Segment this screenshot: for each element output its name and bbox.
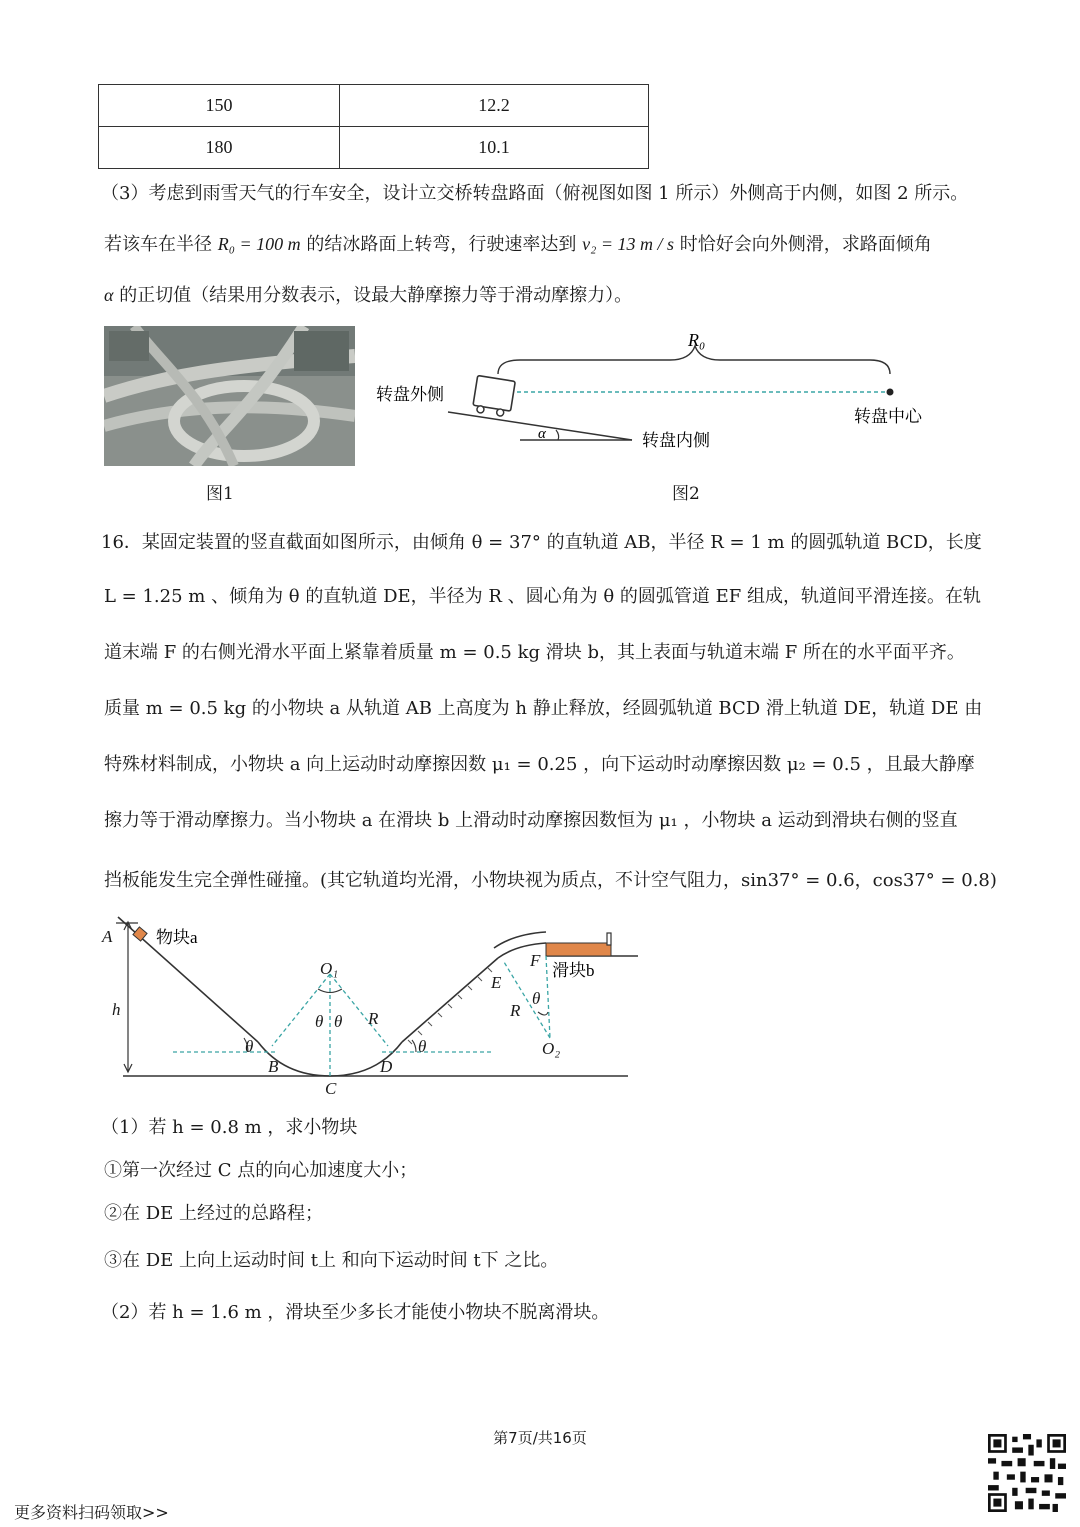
q16-line7: 挡板能发生完全弹性碰撞。(其它轨道均光滑，小物块视为质点，不计空气阻力，sin37° = 0.6，cos37° = 0.8) — [104, 870, 997, 891]
label-theta-right: θ — [334, 1012, 343, 1031]
q16-line4: 质量 m = 0.5 kg 的小物块 a 从轨道 AB 上高度为 h 静止释放，经圆弧轨道 BCD 滑上轨道 DE，轨道 DE 由 — [104, 698, 983, 719]
overpass-illustration — [104, 326, 355, 466]
pipe-ef-outer — [494, 932, 546, 948]
qr-code-icon[interactable] — [988, 1434, 1066, 1512]
text: 若该车在半径 — [104, 234, 212, 255]
label-B: B — [268, 1057, 279, 1076]
fig2-brace — [498, 346, 890, 374]
fig1-caption: 图1 — [206, 484, 234, 504]
fig2-inner-label: 转盘内侧 — [642, 431, 710, 450]
text: 时恰好会向外侧滑，求路面倾角 — [679, 234, 932, 255]
fig2-center-dot — [887, 389, 894, 396]
table-cell: 180 — [99, 127, 340, 169]
q16-line5: 特殊材料制成，小物块 a 向上运动时动摩擦因数 μ₁ = 0.25 ，向下运动时动摩擦因数 μ₂ = 0.5 ，且最大静摩 — [104, 754, 975, 775]
q16-sub1-1: ①第一次经过 C 点的向心加速度大小； — [104, 1160, 418, 1181]
q16-sub1-3: ③在 DE 上向上运动时间 t上 和向下运动时间 t下 之比。 — [104, 1250, 559, 1271]
q15-part3-line2 — [104, 231, 932, 258]
table-cell: 10.1 — [340, 127, 649, 169]
label-theta-left: θ — [315, 1012, 324, 1031]
block-b-baffle — [607, 933, 611, 945]
overpass-photo — [104, 326, 355, 466]
label-R-right: R — [510, 1001, 521, 1020]
label-theta-d: θ — [418, 1037, 427, 1056]
formula-alpha: α — [104, 285, 114, 305]
table-cell: 12.2 — [340, 85, 649, 127]
label-h: h — [112, 1000, 121, 1019]
text: 的正切值（结果用分数表示，设最大静摩擦力等于滑动摩擦力）。 — [119, 285, 633, 306]
fig2-r0-label: R₀ — [688, 330, 706, 350]
fig2-outer-label: 转盘外侧 — [376, 385, 444, 404]
q16-line2: L = 1.25 m 、倾角为 θ 的直轨道 DE，半径为 R 、圆心角为 θ 的圆弧管道 EF 组成，轨道间平滑连接。在轨 — [104, 586, 981, 607]
table-row — [99, 127, 649, 169]
fig2-diagram — [370, 322, 950, 472]
fig2-center-label: 转盘中心 — [854, 407, 922, 426]
table-row — [99, 85, 649, 127]
page-number: 第7页/共16页 — [493, 1429, 587, 1447]
formula-v2: v₂ = 13 m / s — [582, 234, 675, 254]
fig2-angle-arc — [556, 430, 559, 440]
label-A: A — [102, 927, 113, 946]
text: 的结冰路面上转弯，行驶速率达到 — [306, 234, 577, 255]
theta-arc-d — [412, 1040, 416, 1052]
q15-part3-line3 — [104, 282, 632, 309]
label-F: F — [530, 951, 541, 970]
label-O2: O₂ — [542, 1039, 561, 1058]
block-b — [546, 943, 611, 956]
fig2-caption: 图2 — [672, 484, 700, 504]
label-block-a: 物块a — [156, 928, 198, 947]
q16-line6: 擦力等于滑动摩擦力。当小物块 a 在滑块 b 上滑动时动摩擦因数恒为 μ₁ ，小物块 a 运动到滑块右侧的竖直 — [104, 810, 958, 831]
fig2-car — [472, 376, 515, 418]
track-de — [402, 958, 498, 1042]
q16-sub2: （2）若 h = 1.6 m ，滑块至少多长才能使小物块不脱离滑块。 — [101, 1302, 610, 1323]
more-resources-link[interactable]: 更多资料扫码领取>> — [14, 1503, 169, 1522]
label-C: C — [325, 1079, 337, 1098]
q16-line3: 道末端 F 的右侧光滑水平面上紧靠着质量 m = 0.5 kg 滑块 b，其上表面与轨道末端 F 所在的水平面平齐。 — [104, 642, 965, 663]
q16-track-diagram — [98, 912, 648, 1102]
label-block-b: 滑块b — [552, 961, 595, 980]
block-a — [133, 927, 147, 941]
label-theta-o2: θ — [532, 989, 541, 1008]
label-O1: O₁ — [320, 959, 339, 978]
label-theta-b: θ — [245, 1037, 254, 1056]
label-E: E — [491, 973, 502, 992]
fig2-alpha-label: α — [538, 426, 546, 442]
data-table — [98, 84, 649, 169]
q16-sub1: （1）若 h = 0.8 m ，求小物块 — [101, 1117, 358, 1138]
q16-line1: 16．某固定装置的竖直截面如图所示，由倾角 θ = 37° 的直轨道 AB，半径 R = 1 m 的圆弧轨道 BCD，长度 — [101, 532, 982, 553]
rough-hatching — [408, 968, 492, 1044]
q15-part3-line1: （3）考虑到雨雪天气的行车安全，设计立交桥转盘路面（俯视图如图 1 所示）外侧高于内侧，如图 2 所示。 — [101, 183, 969, 204]
formula-r0: R₀ = 100 m — [217, 234, 301, 254]
label-D: D — [380, 1057, 393, 1076]
label-R-center: R — [368, 1009, 379, 1028]
q16-sub1-2: ②在 DE 上经过的总路程； — [104, 1203, 324, 1224]
theta-arc-o2 — [538, 1012, 548, 1015]
table-cell: 150 — [99, 85, 340, 127]
